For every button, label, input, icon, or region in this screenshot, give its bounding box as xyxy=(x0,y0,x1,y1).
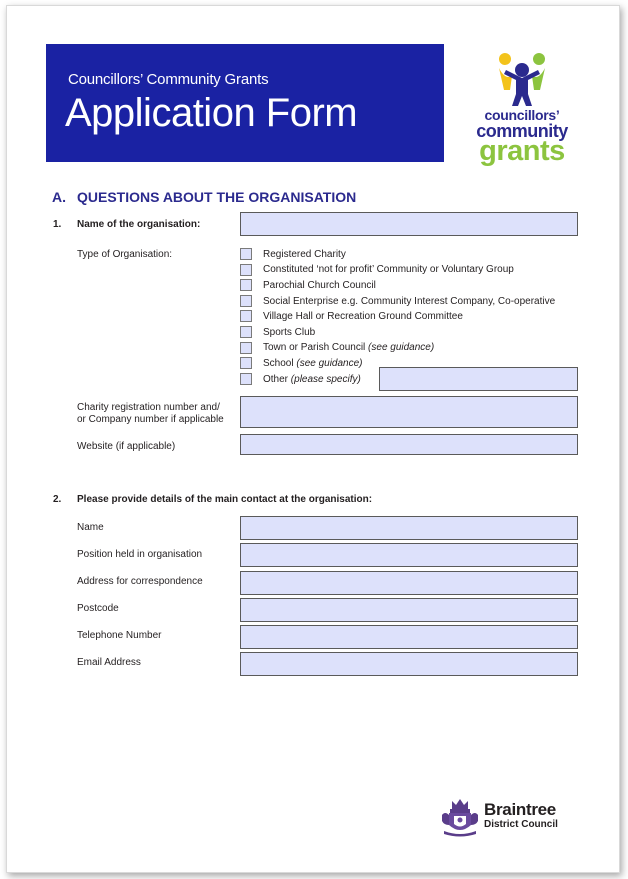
charity-number-field[interactable] xyxy=(240,396,578,428)
logo-line-grants: grants xyxy=(479,135,565,167)
option-label: Social Enterprise e.g. Community Interest Company, Co-operative xyxy=(263,296,556,307)
section-title: QUESTIONS ABOUT THE ORGANISATION xyxy=(77,189,357,205)
option-label: School (see guidance) xyxy=(263,358,363,369)
checkbox-school[interactable] xyxy=(240,357,252,369)
postcode-label: Postcode xyxy=(77,603,119,614)
address-label: Address for correspondence xyxy=(77,576,203,587)
organisation-type-label: Type of Organisation: xyxy=(77,249,173,260)
logo-line-community: community xyxy=(476,121,568,141)
logo-line-councillors: councillors’ xyxy=(484,107,560,123)
checkbox-town-parish-council[interactable] xyxy=(240,342,252,354)
header-title: Application Form xyxy=(65,91,358,135)
email-label: Email Address xyxy=(77,657,141,668)
people-icon xyxy=(496,50,548,108)
main-contact-label: Please provide details of the main contact at the organisation: xyxy=(77,494,373,505)
other-specify-field[interactable] xyxy=(379,367,578,391)
council-name-line2: District Council xyxy=(484,819,558,830)
telephone-label: Telephone Number xyxy=(77,630,162,641)
option-label: Other (please specify) xyxy=(263,374,361,385)
checkbox-registered-charity[interactable] xyxy=(240,248,252,260)
community-grants-logo xyxy=(462,50,582,170)
option-label: Town or Parish Council (see guidance) xyxy=(263,342,435,353)
website-label: Website (if applicable) xyxy=(77,441,176,452)
section-a-heading xyxy=(52,189,356,205)
website-field[interactable] xyxy=(240,434,578,455)
option-label: Registered Charity xyxy=(263,249,346,260)
header-subtitle: Councillors’ Community Grants xyxy=(68,71,269,88)
option-label: Village Hall or Recreation Ground Committee xyxy=(263,311,463,322)
section-letter: A. xyxy=(52,189,66,205)
address-field[interactable] xyxy=(240,571,578,595)
position-field[interactable] xyxy=(240,543,578,567)
checkbox-community-group[interactable] xyxy=(240,264,252,276)
contact-name-label: Name xyxy=(77,522,104,533)
checkbox-sports-club[interactable] xyxy=(240,326,252,338)
question-number: 2. xyxy=(53,494,62,505)
checkbox-village-hall[interactable] xyxy=(240,310,252,322)
email-field[interactable] xyxy=(240,652,578,676)
telephone-field[interactable] xyxy=(240,625,578,649)
header-banner xyxy=(46,44,444,162)
checkbox-social-enterprise[interactable] xyxy=(240,295,252,307)
postcode-field[interactable] xyxy=(240,598,578,622)
option-label: Sports Club xyxy=(263,327,316,338)
contact-name-field[interactable] xyxy=(240,516,578,540)
charity-number-label-line2: or Company number if applicable xyxy=(77,414,224,425)
charity-number-label-line1: Charity registration number and/ xyxy=(77,402,220,413)
option-label: Parochial Church Council xyxy=(263,280,376,291)
option-label: Constituted ‘not for profit’ Community or Voluntary Group xyxy=(263,264,514,275)
checkbox-parochial-church-council[interactable] xyxy=(240,279,252,291)
council-crest-icon xyxy=(440,797,480,837)
checkbox-other[interactable] xyxy=(240,373,252,385)
braintree-council-logo xyxy=(440,795,580,837)
organisation-name-field[interactable] xyxy=(240,212,578,236)
organisation-name-label: Name of the organisation: xyxy=(77,219,201,230)
council-name-line1: Braintree xyxy=(484,800,556,819)
position-label: Position held in organisation xyxy=(77,549,203,560)
question-number: 1. xyxy=(53,219,62,230)
